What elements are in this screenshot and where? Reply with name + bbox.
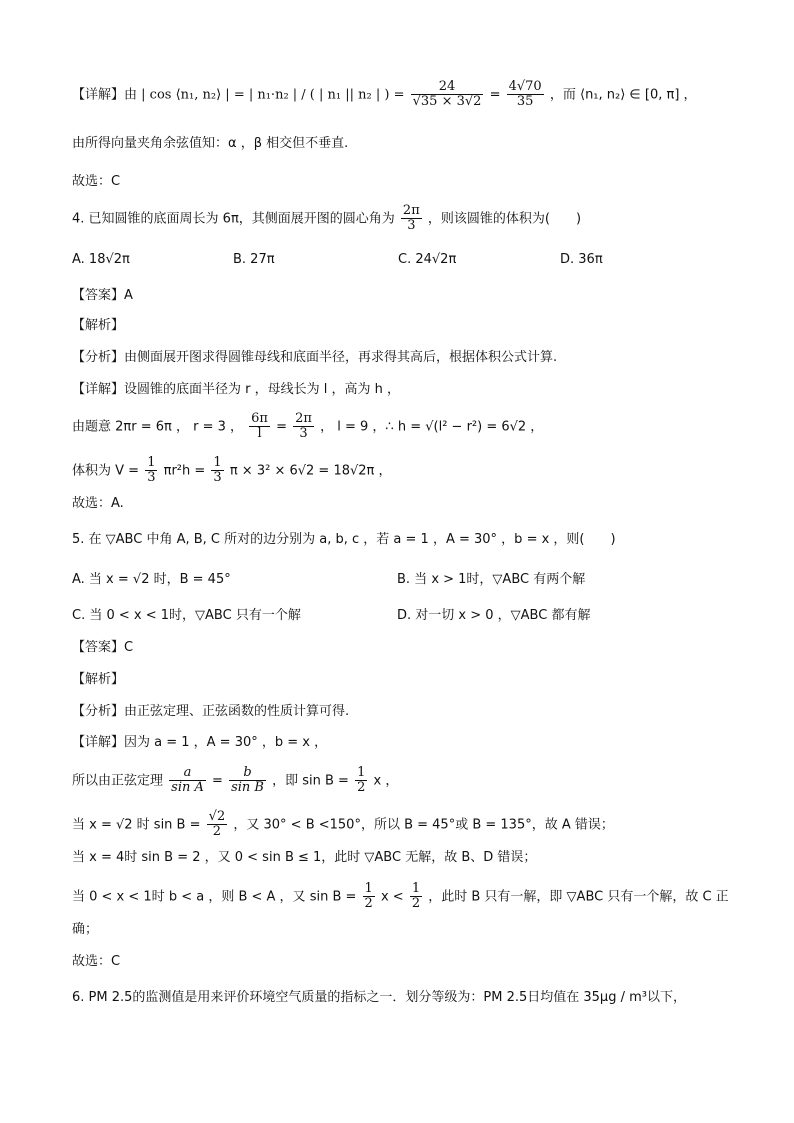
fraction: $\frac{4√70}{35}$ [508, 79, 542, 110]
solution-line: 当 x = √2 时 sin B = $\frac{√2}{2}$ ，又 30° < B <150°，所以 B = 45°或 B = 135°，故 A 错误； [72, 809, 614, 840]
option-b: B. 当 x > 1时，▽ABC 有两个解 [397, 572, 586, 587]
fraction: $\frac{b}{\text{sin B}}$ [231, 765, 264, 796]
option-a: A. 当 x = √2 时，B = 45° [72, 572, 231, 587]
fraction: $\frac{2\pi}{3}$ [402, 203, 420, 234]
answer-label: 【答案】C [72, 640, 134, 655]
solution-line: 体积为 V = $\frac{1}{3}$ πr²h = $\frac{1}{3}$ π × 3² × 6√2 = 18√2π ， [72, 455, 392, 486]
cos-formula: | cos ⟨n₁, n₂⟩ | = | n₁·n₂ | / ( | n₁ || n₂ | ) = [141, 87, 405, 103]
option-b: B. 27π [233, 252, 275, 267]
fraction: $\frac{√2}{2}$ [208, 809, 226, 840]
analysis-label: 【解析】 [72, 318, 125, 333]
fraction: $\frac{1}{3}$ [147, 455, 156, 486]
question-6-stem: 6. PM 2.5的监测值是用来评价环境空气质量的指标之一．划分等级为：PM 2.5日均值在 35μg / m³以下， [72, 990, 686, 1005]
solution-line: 当 0 < x < 1时 b < a ，则 B < A ，又 sin B = $\frac{1}{2}$ x < $\frac{1}{2}$ ，此时 B 只有一解，即 ▽ABC 只有一个解，故 C 正 [72, 881, 729, 912]
fraction: $\frac{1}{3}$ [213, 455, 222, 486]
analysis-label: 【解析】 [72, 672, 125, 687]
solution-line: 确； [72, 922, 99, 937]
option-d: D. 36π [560, 252, 603, 267]
answer-label: 【答案】A [72, 288, 133, 303]
analysis-text: 【分析】由侧面展开图求得圆锥母线和底面半径，再求得其高后，根据体积公式计算. [72, 350, 558, 365]
solution-line: 所以由正弦定理 $\frac{a}{\text{sin A}}$ = $\frac{b}{\text{sin B}}$ ，即 sin B = $\frac{1}{2}$ x ， [72, 765, 399, 796]
fraction: $\frac{6\pi}{l}$ [251, 411, 268, 442]
detail-line-1: 【详解】由 | cos ⟨n₁, n₂⟩ | = | n₁·n₂ | / ( | n₁ || n₂ | ) = $\frac{24}{√35 \times 3√2}$ = $\frac{4√70}{35}$ ，而 ⟨n₁, n₂⟩ ∈ [0, π] ， [72, 79, 697, 110]
fraction: $\frac{a}{\text{sin A}}$ [171, 765, 204, 796]
fraction: $\frac{24}{√35 \times 3√2}$ [412, 79, 482, 110]
detail-tag: 【详解】 [72, 87, 125, 103]
fraction: $\frac{1}{2}$ [364, 881, 373, 912]
fraction: $\frac{2\pi}{3}$ [295, 411, 312, 442]
solution-line: 由题意 2πr = 6π ， r = 3 ， $\frac{6\pi}{l}$ = $\frac{2\pi}{3}$ ， l = 9 ，∴ h = √(l² − r²) = 6√2 ， [72, 411, 544, 442]
choice-line: 故选：A. [72, 496, 124, 511]
option-c: C. 24√2π [398, 252, 457, 267]
detail-text: 【详解】设圆锥的底面半径为 r ，母线长为 l ，高为 h ， [72, 382, 400, 397]
text-line: 故选：C [72, 174, 121, 189]
solution-line: 当 x = 4时 sin B = 2 ，又 0 < sin B ≤ 1，此时 ▽ABC 无解，故 B、D 错误； [72, 850, 537, 865]
question-5-stem: 5. 在 ▽ABC 中角 A, B, C 所对的边分别为 a, b, c ，若 a = 1 ，A = 30° ，b = x ，则( ) [72, 532, 616, 547]
fraction: $\frac{1}{2}$ [357, 765, 366, 796]
option-c: C. 当 0 < x < 1时，▽ABC 只有一个解 [72, 608, 301, 623]
detail-text: 【详解】因为 a = 1 ，A = 30° ，b = x ， [72, 735, 328, 750]
analysis-text: 【分析】由正弦定理、正弦函数的性质计算可得. [72, 704, 350, 719]
choice-line: 故选：C [72, 954, 121, 969]
question-4-stem: 4. 已知圆锥的底面周长为 6π，其侧面展开图的圆心角为 $\frac{2\pi}{3}$ ，则该圆锥的体积为( ) [72, 203, 582, 234]
fraction: $\frac{1}{2}$ [411, 881, 421, 912]
option-d: D. 对一切 x > 0 ，▽ABC 都有解 [397, 608, 591, 623]
option-a: A. 18√2π [72, 252, 130, 267]
text-line: 由所得向量夹角余弦值知：α ，β 相交但不垂直. [72, 136, 349, 151]
